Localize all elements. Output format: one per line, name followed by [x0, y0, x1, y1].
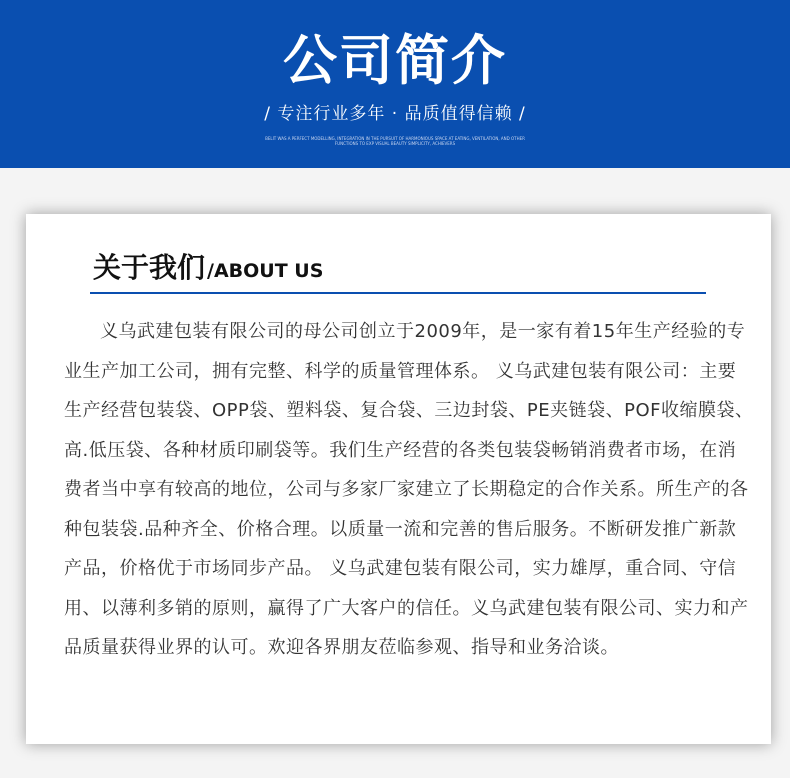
about-card [26, 214, 771, 744]
about-body-text: 义乌武建包装有限公司的母公司创立于2009年，是一家有着15年生产经验的专业生产加工公司，拥有完整、科学的质量管理体系。 义乌武建包装有限公司：主要生产经营包装袋、OPP袋、塑料袋、复合袋、三边封袋、PE夹链袋、POF收缩膜袋、高.低压袋、各种材质印刷袋等。我们生产经营的各类包装袋畅销消费者市场，在消费者当中享有较高的地位，公司与多家厂家建立了长期稳定的合作关系。所生产的各种包装袋.品种齐全、价格合理。以质量一流和完善的售后服务。不断研发推广新款产品，价格优于市场同步产品。 义乌武建包装有限公司，实力雄厚，重合同、守信用、以薄利多销的原则，赢得了广大客户的信任。义乌武建包装有限公司、实力和产品质量获得业界的认可。欢迎各界朋友莅临参观、指导和业务洽谈。 [64, 321, 754, 658]
banner-title: 公司简介 [283, 29, 507, 92]
header-banner [0, 0, 790, 168]
section-heading-en: /ABOUT US [207, 260, 324, 282]
banner-subtitle: / 专注行业多年 · 品质值得信赖 / [264, 104, 526, 124]
section-heading [93, 246, 323, 286]
banner-fineprint: BELIT WAS A PERFECT MODELLING, INTEGRATION IN THE PURSUIT OF HARMONIOUS SPACE AT EATING, VENTILATION, AND OTHER FUNCTIONS TO EXP VISUAL BEAUTY SIMPLICITY, ACHIEVERS [265, 136, 525, 146]
section-heading-cn: 关于我们 [93, 251, 206, 284]
heading-underline [90, 292, 706, 294]
